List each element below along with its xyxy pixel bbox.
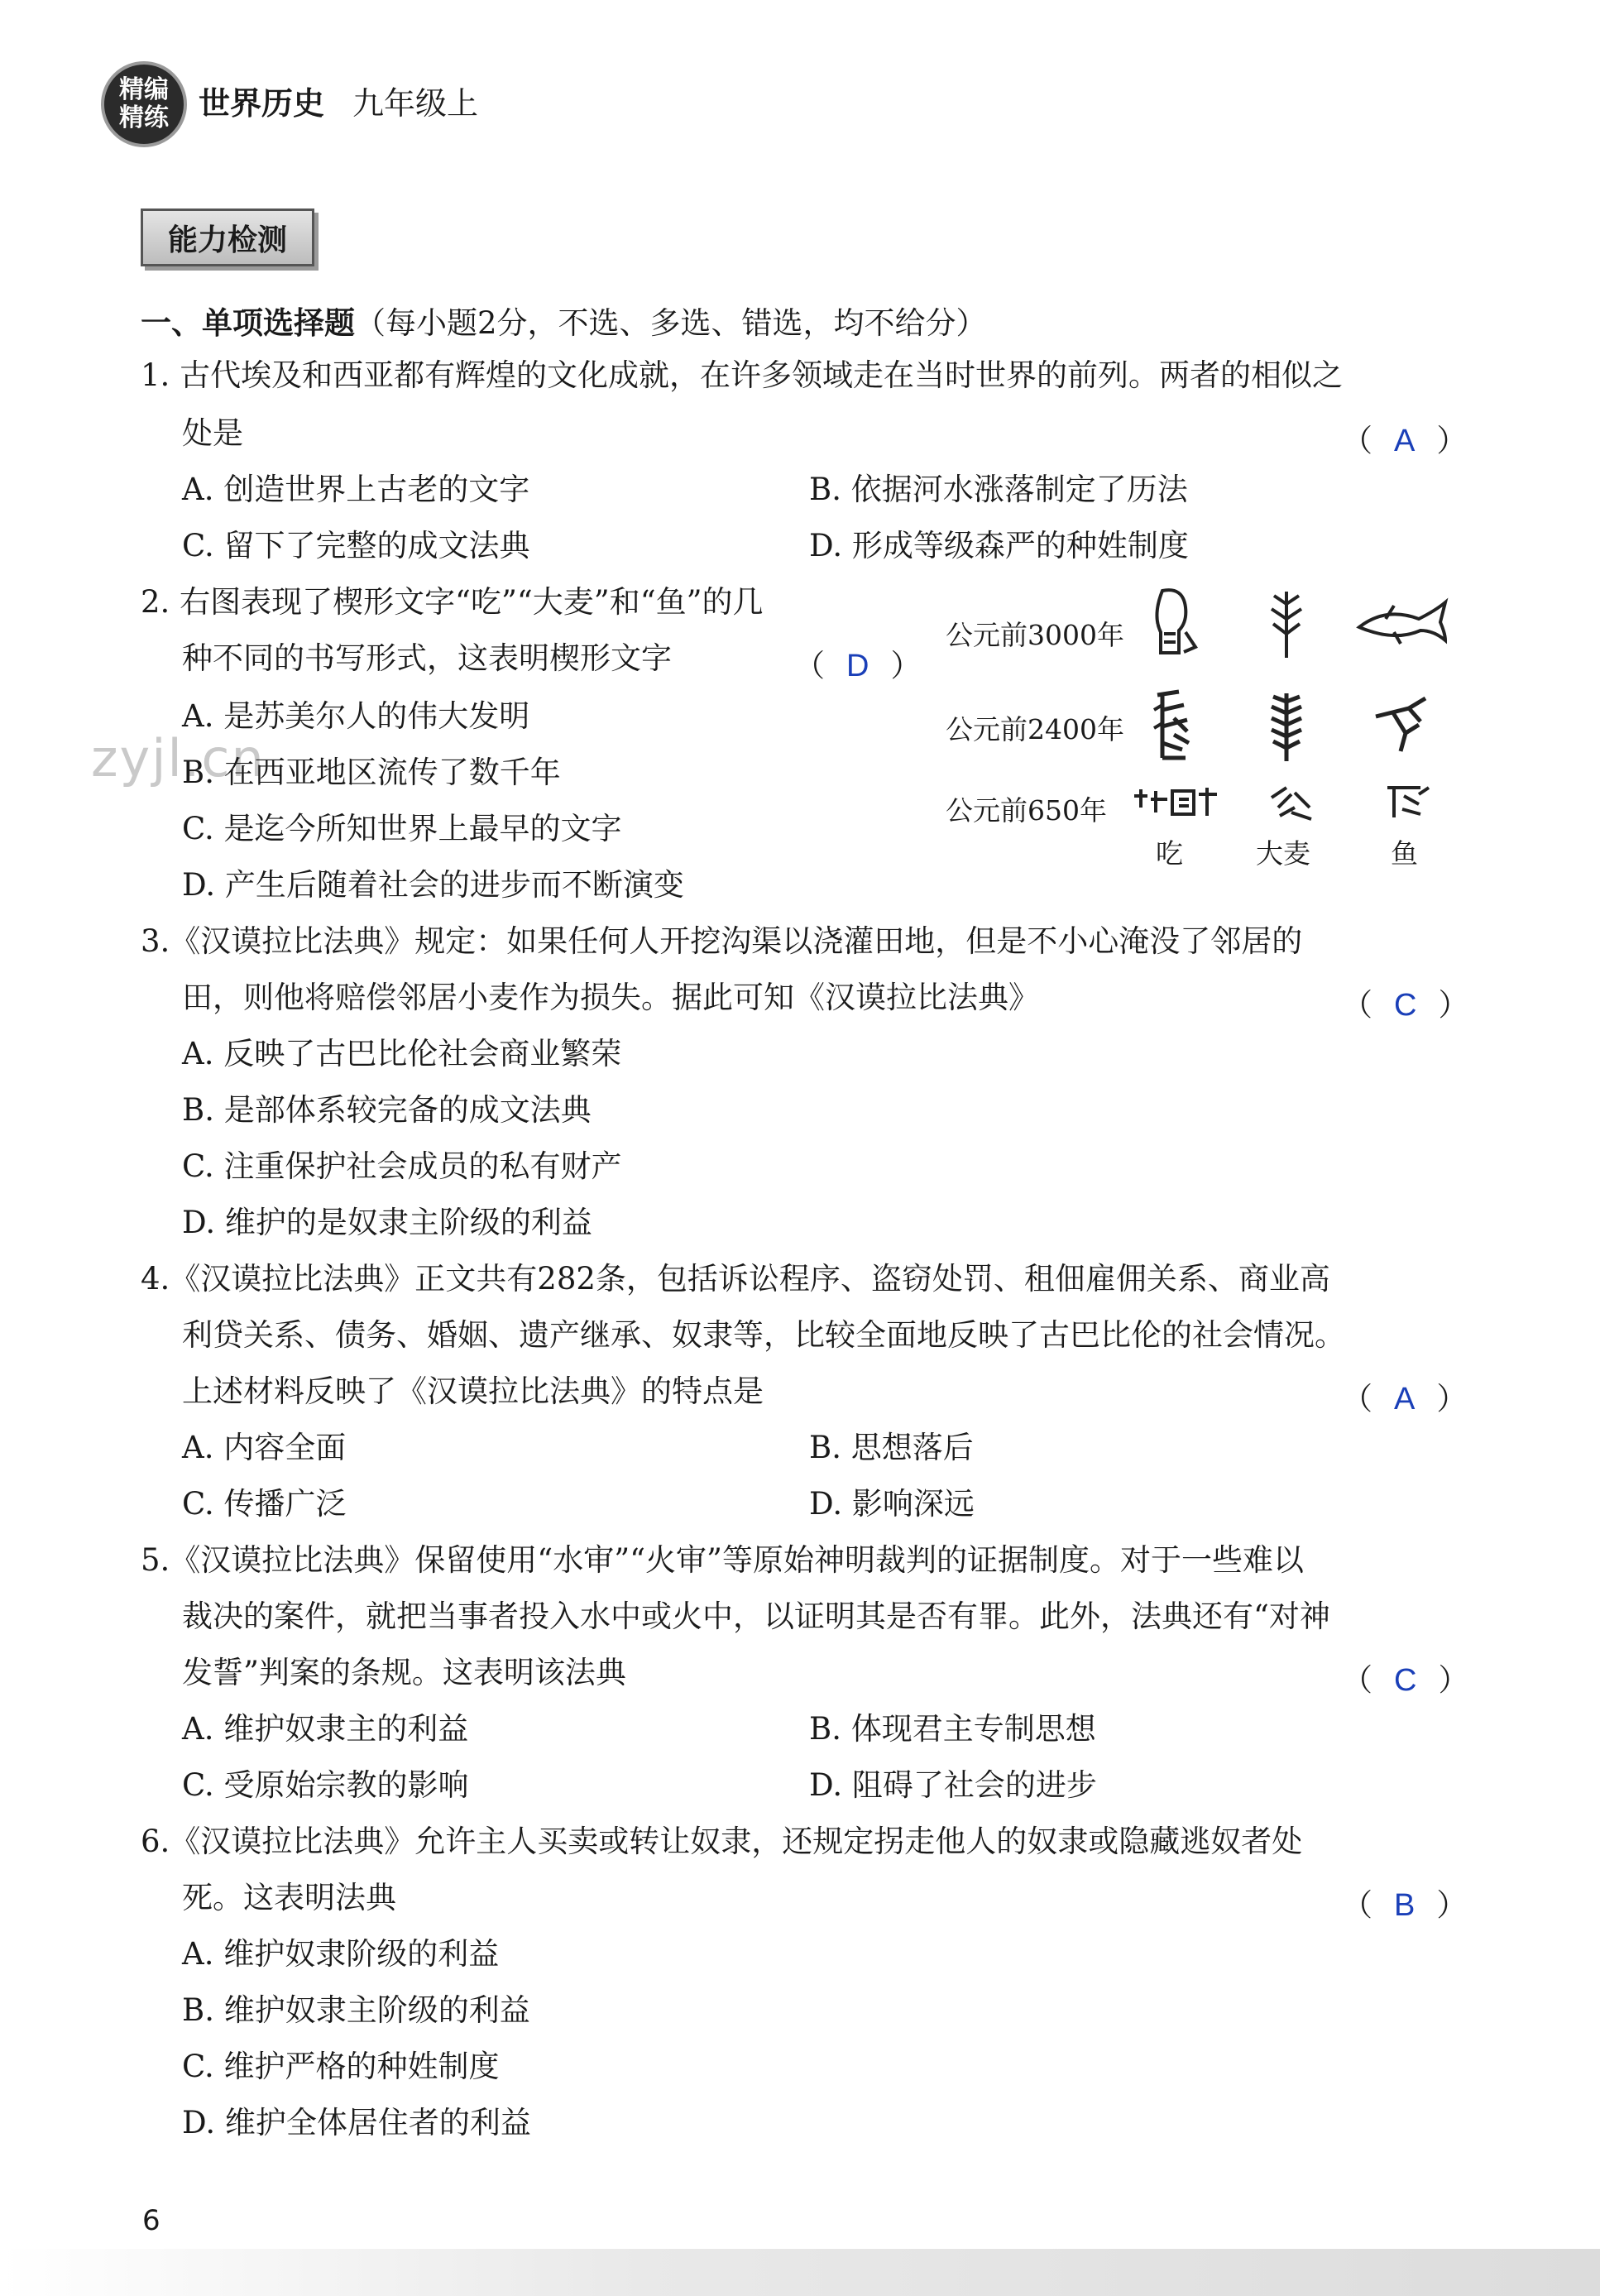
q5-stem-line3: 发誓”判案的条规。这表明该法典 xyxy=(182,1655,626,1690)
q6-stem-line1: 6.《汉谟拉比法典》允许主人买卖或转让奴隶，还规定拐走他人的奴隶或隐藏逃奴者处 xyxy=(141,1824,1303,1859)
q1-option-c: C. 留下了完整的成文法典 xyxy=(182,528,530,563)
footer-shade xyxy=(0,2249,1600,2296)
glyph-barley-650bc xyxy=(1267,783,1316,824)
page-number: 6 xyxy=(142,2204,160,2237)
subject-name: 世界历史 xyxy=(199,85,325,122)
q1-stem-line1: 1. 古代埃及和西亚都有辉煌的文化成就，在许多领域走在当时世界的前列。两者的相似之 xyxy=(141,357,1344,393)
label-barley: 大麦 xyxy=(1256,837,1310,870)
glyph-barley-2400bc xyxy=(1263,690,1310,765)
q2-answer: D xyxy=(846,649,869,683)
q6-stem-line2: 死。这表明法典 xyxy=(182,1880,396,1915)
q5-answer-paren: （ C ） xyxy=(1342,1662,1469,1698)
q2-option-c: C. 是迄今所知世界上最早的文字 xyxy=(182,811,622,846)
q3-option-a: A. 反映了古巴比伦社会商业繁荣 xyxy=(182,1036,622,1071)
q6-answer: B xyxy=(1394,1888,1416,1923)
era-2400bc: 公元前2400年 xyxy=(946,713,1124,745)
part-title xyxy=(141,298,987,343)
q2-option-a: A. 是苏美尔人的伟大发明 xyxy=(182,698,530,734)
q5-option-c: C. 受原始宗教的影响 xyxy=(182,1767,469,1803)
q5-stem-line2: 裁决的案件，就把当事者投入水中或火中，以证明其是否有罪。此外，法典还有“对神 xyxy=(182,1599,1330,1634)
q1-option-a: A. 创造世界上古老的文字 xyxy=(182,472,530,507)
q5-option-d: D. 阻碍了社会的进步 xyxy=(809,1767,1097,1803)
q3-stem-line1: 3.《汉谟拉比法典》规定：如果任何人开挖沟渠以浇灌田地，但是不小心淹没了邻居的 xyxy=(141,923,1303,959)
logo-line-2: 精练 xyxy=(119,103,169,132)
q2-option-b: B. 在西亚地区流传了数千年 xyxy=(182,755,561,790)
q3-answer: C xyxy=(1394,988,1417,1023)
glyph-eat-650bc xyxy=(1131,783,1222,824)
q4-stem-line1: 4.《汉谟拉比法典》正文共有282条，包括诉讼程序、盗窃处罚、租佃雇佣关系、商业高 xyxy=(141,1261,1330,1297)
part-title-bold: 一、单项选择题 xyxy=(141,305,355,341)
glyph-fish-3000bc xyxy=(1353,594,1452,652)
q4-answer-paren: （ A ） xyxy=(1342,1381,1468,1416)
q2-answer-paren: （ D ） xyxy=(794,648,922,683)
q1-option-d: D. 形成等级森严的种姓制度 xyxy=(809,528,1189,563)
q5-answer: C xyxy=(1394,1663,1417,1698)
section-tag: 能力检测 xyxy=(141,209,314,266)
q5-option-a: A. 维护奴隶主的利益 xyxy=(182,1711,469,1747)
q3-stem-line2: 田，则他将赔偿邻居小麦作为损失。据此可知《汉谟拉比法典》 xyxy=(182,980,1039,1015)
label-eat: 吃 xyxy=(1156,837,1183,870)
era-3000bc: 公元前3000年 xyxy=(946,619,1124,651)
header-title xyxy=(199,78,478,123)
q1-answer: A xyxy=(1394,424,1416,458)
q4-stem-line3: 上述材料反映了《汉谟拉比法典》的特点是 xyxy=(182,1373,764,1409)
glyph-barley-3000bc xyxy=(1262,587,1311,662)
q4-answer: A xyxy=(1394,1382,1416,1416)
q4-option-d: D. 影响深远 xyxy=(809,1486,975,1522)
glyph-eat-3000bc xyxy=(1146,582,1204,665)
q1-answer-paren: （ A ） xyxy=(1342,423,1468,458)
q4-option-b: B. 思想落后 xyxy=(809,1430,974,1465)
watermark: zyjl.cn xyxy=(91,728,266,789)
q5-option-b: B. 体现君主专制思想 xyxy=(809,1711,1096,1747)
q3-option-b: B. 是部体系较完备的成文法典 xyxy=(182,1092,592,1128)
series-logo xyxy=(101,61,187,147)
part-title-note: （每小题2分，不选、多选、错选，均不给分） xyxy=(355,305,987,341)
glyph-fish-2400bc xyxy=(1368,692,1434,758)
q3-answer-paren: （ C ） xyxy=(1342,987,1469,1023)
q1-stem-line2: 处是 xyxy=(182,415,243,451)
label-fish: 鱼 xyxy=(1391,837,1418,870)
q2-option-d: D. 产生后随着社会的进步而不断演变 xyxy=(182,867,684,903)
q4-option-c: C. 传播广泛 xyxy=(182,1486,347,1522)
cuneiform-figure xyxy=(939,579,1460,877)
grade-name: 九年级上 xyxy=(352,85,479,122)
glyph-eat-2400bc xyxy=(1146,685,1204,768)
glyph-fish-650bc xyxy=(1382,781,1432,822)
q2-stem-line1: 2. 右图表现了楔形文字“吃”“大麦”和“鱼”的几 xyxy=(141,584,764,620)
q4-stem-line2: 利贷关系、债务、婚姻、遗产继承、奴隶等，比较全面地反映了古巴比伦的社会情况。 xyxy=(182,1317,1345,1353)
era-650bc: 公元前650年 xyxy=(946,794,1107,827)
q6-option-d: D. 维护全体居住者的利益 xyxy=(182,2105,531,2140)
q4-option-a: A. 内容全面 xyxy=(182,1430,347,1465)
q6-option-c: C. 维护严格的种姓制度 xyxy=(182,2049,500,2084)
logo-line-1: 精编 xyxy=(119,75,169,104)
q1-option-b: B. 依据河水涨落制定了历法 xyxy=(809,472,1188,507)
q3-option-d: D. 维护的是奴隶主阶级的利益 xyxy=(182,1205,592,1240)
q6-option-a: A. 维护奴隶阶级的利益 xyxy=(182,1936,500,1972)
q6-answer-paren: （ B ） xyxy=(1342,1887,1468,1923)
q5-stem-line1: 5.《汉谟拉比法典》保留使用“水审”“火审”等原始神明裁判的证据制度。对于一些难以 xyxy=(141,1542,1304,1578)
q2-stem-line2: 种不同的书写形式，这表明楔形文字 xyxy=(182,640,672,676)
q6-option-b: B. 维护奴隶主阶级的利益 xyxy=(182,1992,530,2028)
q3-option-c: C. 注重保护社会成员的私有财产 xyxy=(182,1148,622,1184)
